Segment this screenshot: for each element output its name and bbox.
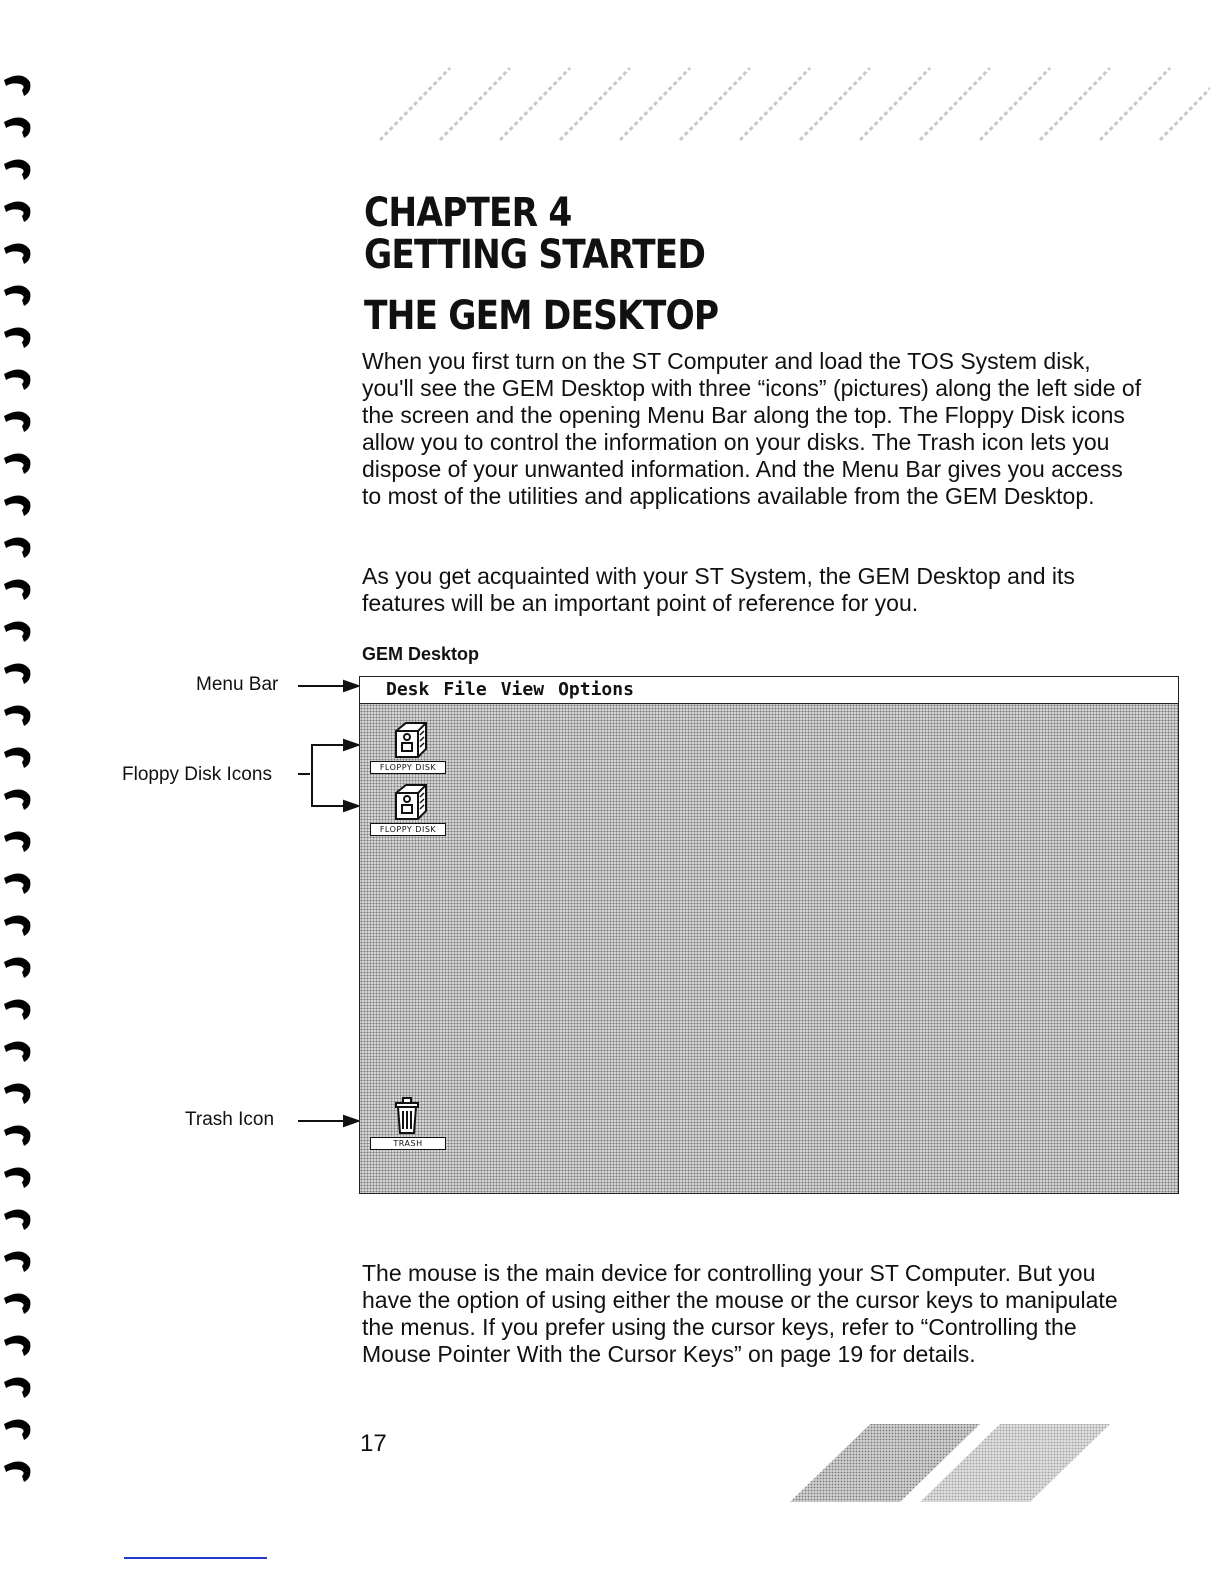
menu-view[interactable]: View [500,679,545,700]
binding-coil [4,999,30,1020]
binding-coil [4,1209,30,1230]
binding-coil [4,453,30,474]
binding-coil [4,285,30,306]
footer-rule [124,1557,267,1559]
binding-coil [4,1041,30,1062]
decor-stripe [980,68,1050,140]
binding-coil [4,537,30,558]
page-number: 17 [360,1430,387,1457]
callout-trash-icon: Trash Icon [185,1109,275,1130]
floppy-disk-b-label: FLOPPY DISK [370,823,446,836]
floppy-disk-a-label: FLOPPY DISK [370,761,446,774]
spiral-binding [0,60,40,1500]
decor-stripe [380,68,450,140]
figure-caption: GEM Desktop [362,644,480,664]
decor-stripe [680,68,750,140]
binding-coil [4,1125,30,1146]
trash-can-label: TRASH [370,1137,446,1150]
callout-floppy-disk-icons: Floppy Disk Icons [122,764,272,785]
binding-coil [4,579,30,600]
decor-stripe [1040,68,1110,140]
trash-can[interactable] [368,1095,448,1157]
trash-can-icon [388,1095,428,1137]
menu-desk[interactable]: Desk [386,679,430,700]
binding-coil [4,957,30,978]
binding-coil [4,621,30,642]
binding-coil [4,327,30,348]
binding-coil [4,789,30,810]
binding-coil [4,1167,30,1188]
decor-stripe [920,68,990,140]
chapter-heading [364,192,705,276]
binding-coil [4,495,30,516]
floppy-disk-icon [390,719,430,761]
binding-coil [4,1419,30,1440]
floppy-disk-icon [390,781,430,823]
reference-paragraph: As you get acquainted with your ST System, the GEM Desktop and its features will be an important point of reference for you. [362,563,1075,616]
mouse-paragraph: The mouse is the main device for controlling your ST Computer. But you have the option of using either the mouse or the cursor keys to manipulate the menus. If you prefer using the cursor keys, refer to “Controlling the Mouse Pointer With the Cursor Keys” on page 19 for details. [362,1260,1118,1367]
binding-coil [4,411,30,432]
footer-decoration [780,1420,1120,1510]
section-title: THE GEM DESKTOP [364,293,719,339]
floppy-disk-a[interactable] [368,719,448,781]
decor-stripe [440,68,510,140]
binding-coil [4,873,30,894]
floppy-disk-b[interactable] [368,781,448,843]
gem-desktop-screen [359,676,1179,1194]
binding-coil [4,663,30,684]
binding-coil [4,201,30,222]
callout-menu-bar: Menu Bar [196,674,279,695]
binding-coil [4,705,30,726]
menu-bar [360,677,1178,704]
decor-stripe [500,68,570,140]
intro-paragraph: When you first turn on the ST Computer and load the TOS System disk, you'll see the GEM Desktop with three “icons” (pictures) along the left side of the screen and the opening Menu Bar along the top. The Floppy Disk icons allow you to control the information on your disks. The Trash icon lets you dispose of your unwanted information. And the Menu Bar gives you access to most of the utilities and applications available from the GEM Desktop. [362,348,1142,509]
decor-stripe [560,68,630,140]
binding-coil [4,1251,30,1272]
binding-coil [4,1461,30,1482]
decor-stripe [860,68,930,140]
binding-coil [4,1293,30,1314]
chapter-number: CHAPTER 4 [364,190,572,236]
binding-coil [4,831,30,852]
binding-coil [4,75,30,96]
menu-file[interactable]: File [443,679,487,700]
decor-stripe [1160,68,1210,140]
binding-coil [4,1377,30,1398]
binding-coil [4,1335,30,1356]
decor-stripe [800,68,870,140]
binding-coil [4,117,30,138]
menu-options[interactable]: Options [558,679,634,700]
decor-stripe [740,68,810,140]
decor-stripe [620,68,690,140]
binding-coil [4,915,30,936]
binding-coil [4,1083,30,1104]
decor-stripe [1100,68,1170,140]
binding-coil [4,243,30,264]
binding-coil [4,747,30,768]
binding-coil [4,159,30,180]
binding-coil [4,369,30,390]
chapter-title: GETTING STARTED [364,232,706,278]
header-decoration [360,60,1210,180]
